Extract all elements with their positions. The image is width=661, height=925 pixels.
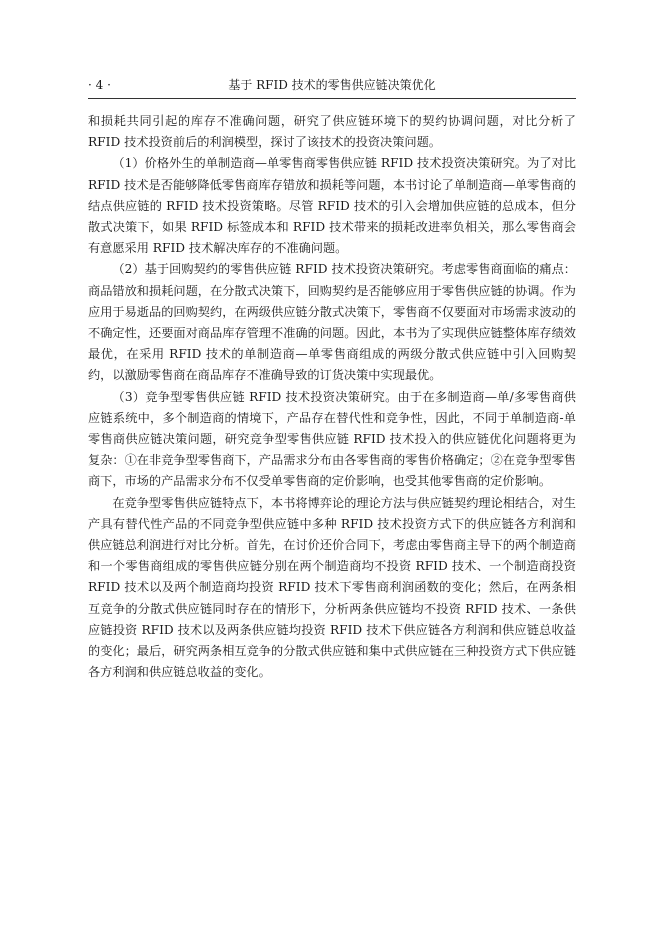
page-number: · 4 · (88, 78, 111, 92)
paragraph-summary: 在竞争型零售供应链特点下，本书将博弈论的理论方法与供应链契约理论相结合，对生产具有替代性产品的不同竞争型供应链中多种 RFID 技术投资方式下的供应链各方利润和供应链总利润进行对比分析。首先，在讨价还价合同下，考虑由零售商主导下的两个制造商和一个零售商组成的零售供应链分别在两个制造商均不投资 RFID 技术、一个制造商投资 RFID 技术以及两个制造商均投资 RFID 技术下零售商利润函数的变化；然后，在两条相互竞争的分散式供应链同时存在的情形下，分析两条供应链均不投资 RFID 技术、一条供应链投资 RFID 技术以及两条供应链均投资 RFID 技术下供应链各方利润和供应链总收益的变化；最后，研究两条相互竞争的分散式供应链和集中式供应链在三种投资方式下供应链各方利润和供应链总收益的变化。 (88, 495, 576, 680)
body-text (88, 111, 576, 683)
running-title: 基于 RFID 技术的零售供应链决策优化 (228, 78, 436, 92)
paragraph-item-3: （3）竞争型零售供应链 RFID 技术投资决策研究。由于在多制造商—单/多零售商供应链系统中，多个制造商的情境下，产品存在替代性和竞争性，因此，不同于单制造商-单零售商供应链决策问题，研究竞争型零售供应链 RFID 技术投入的供应链优化问题将更为复杂：①在非竞争型零售商下，产品需求分布由各零售商的零售价格确定；②在竞争型零售商下，市场的产品需求分布不仅受单零售商的定价影响，也受其他零售商的定价影响。 (88, 389, 576, 489)
paragraph-item-2: （2）基于回购契约的零售供应链 RFID 技术投资决策研究。考虑零售商面临的痛点：商品错放和损耗问题，在分散式决策下，回购契约是否能够应用于零售供应链的协调。作为应用于易逝品的回购契约，在两级供应链分散式决策下，零售商不仅要面对市场需求波动的不确定性，还要面对商品库存管理不准确的问题。因此，本书为了实现供应链整体库存绩效最优，在采用 RFID 技术的单制造商—单零售商组成的两级分散式供应链中引入回购契约，以激励零售商在商品库存不准确导致的订货决策中实现最优。 (88, 262, 576, 383)
paragraph-item-1: （1）价格外生的单制造商—单零售商零售供应链 RFID 技术投资决策研究。为了对比 RFID 技术是否能够降低零售商库存错放和损耗等问题，本书讨论了单制造商—单零售商的结点供应链的 RFID 技术投资策略。尽管 RFID 技术的引入会增加供应链的总成本，但分散式决策下，如果 RFID 标签成本和 RFID 技术带来的损耗改进率负相关，那么零售商会有意愿采用 RFID 技术解决库存的不准确问题。 (88, 156, 576, 256)
page-header (88, 76, 576, 94)
paragraph-continued: 和损耗共同引起的库存不准确问题，研究了供应链环境下的契约协调问题，对比分析了 RFID 技术投资前后的利润模型，探讨了该技术的投资决策问题。 (88, 114, 576, 150)
header-rule (88, 98, 576, 99)
